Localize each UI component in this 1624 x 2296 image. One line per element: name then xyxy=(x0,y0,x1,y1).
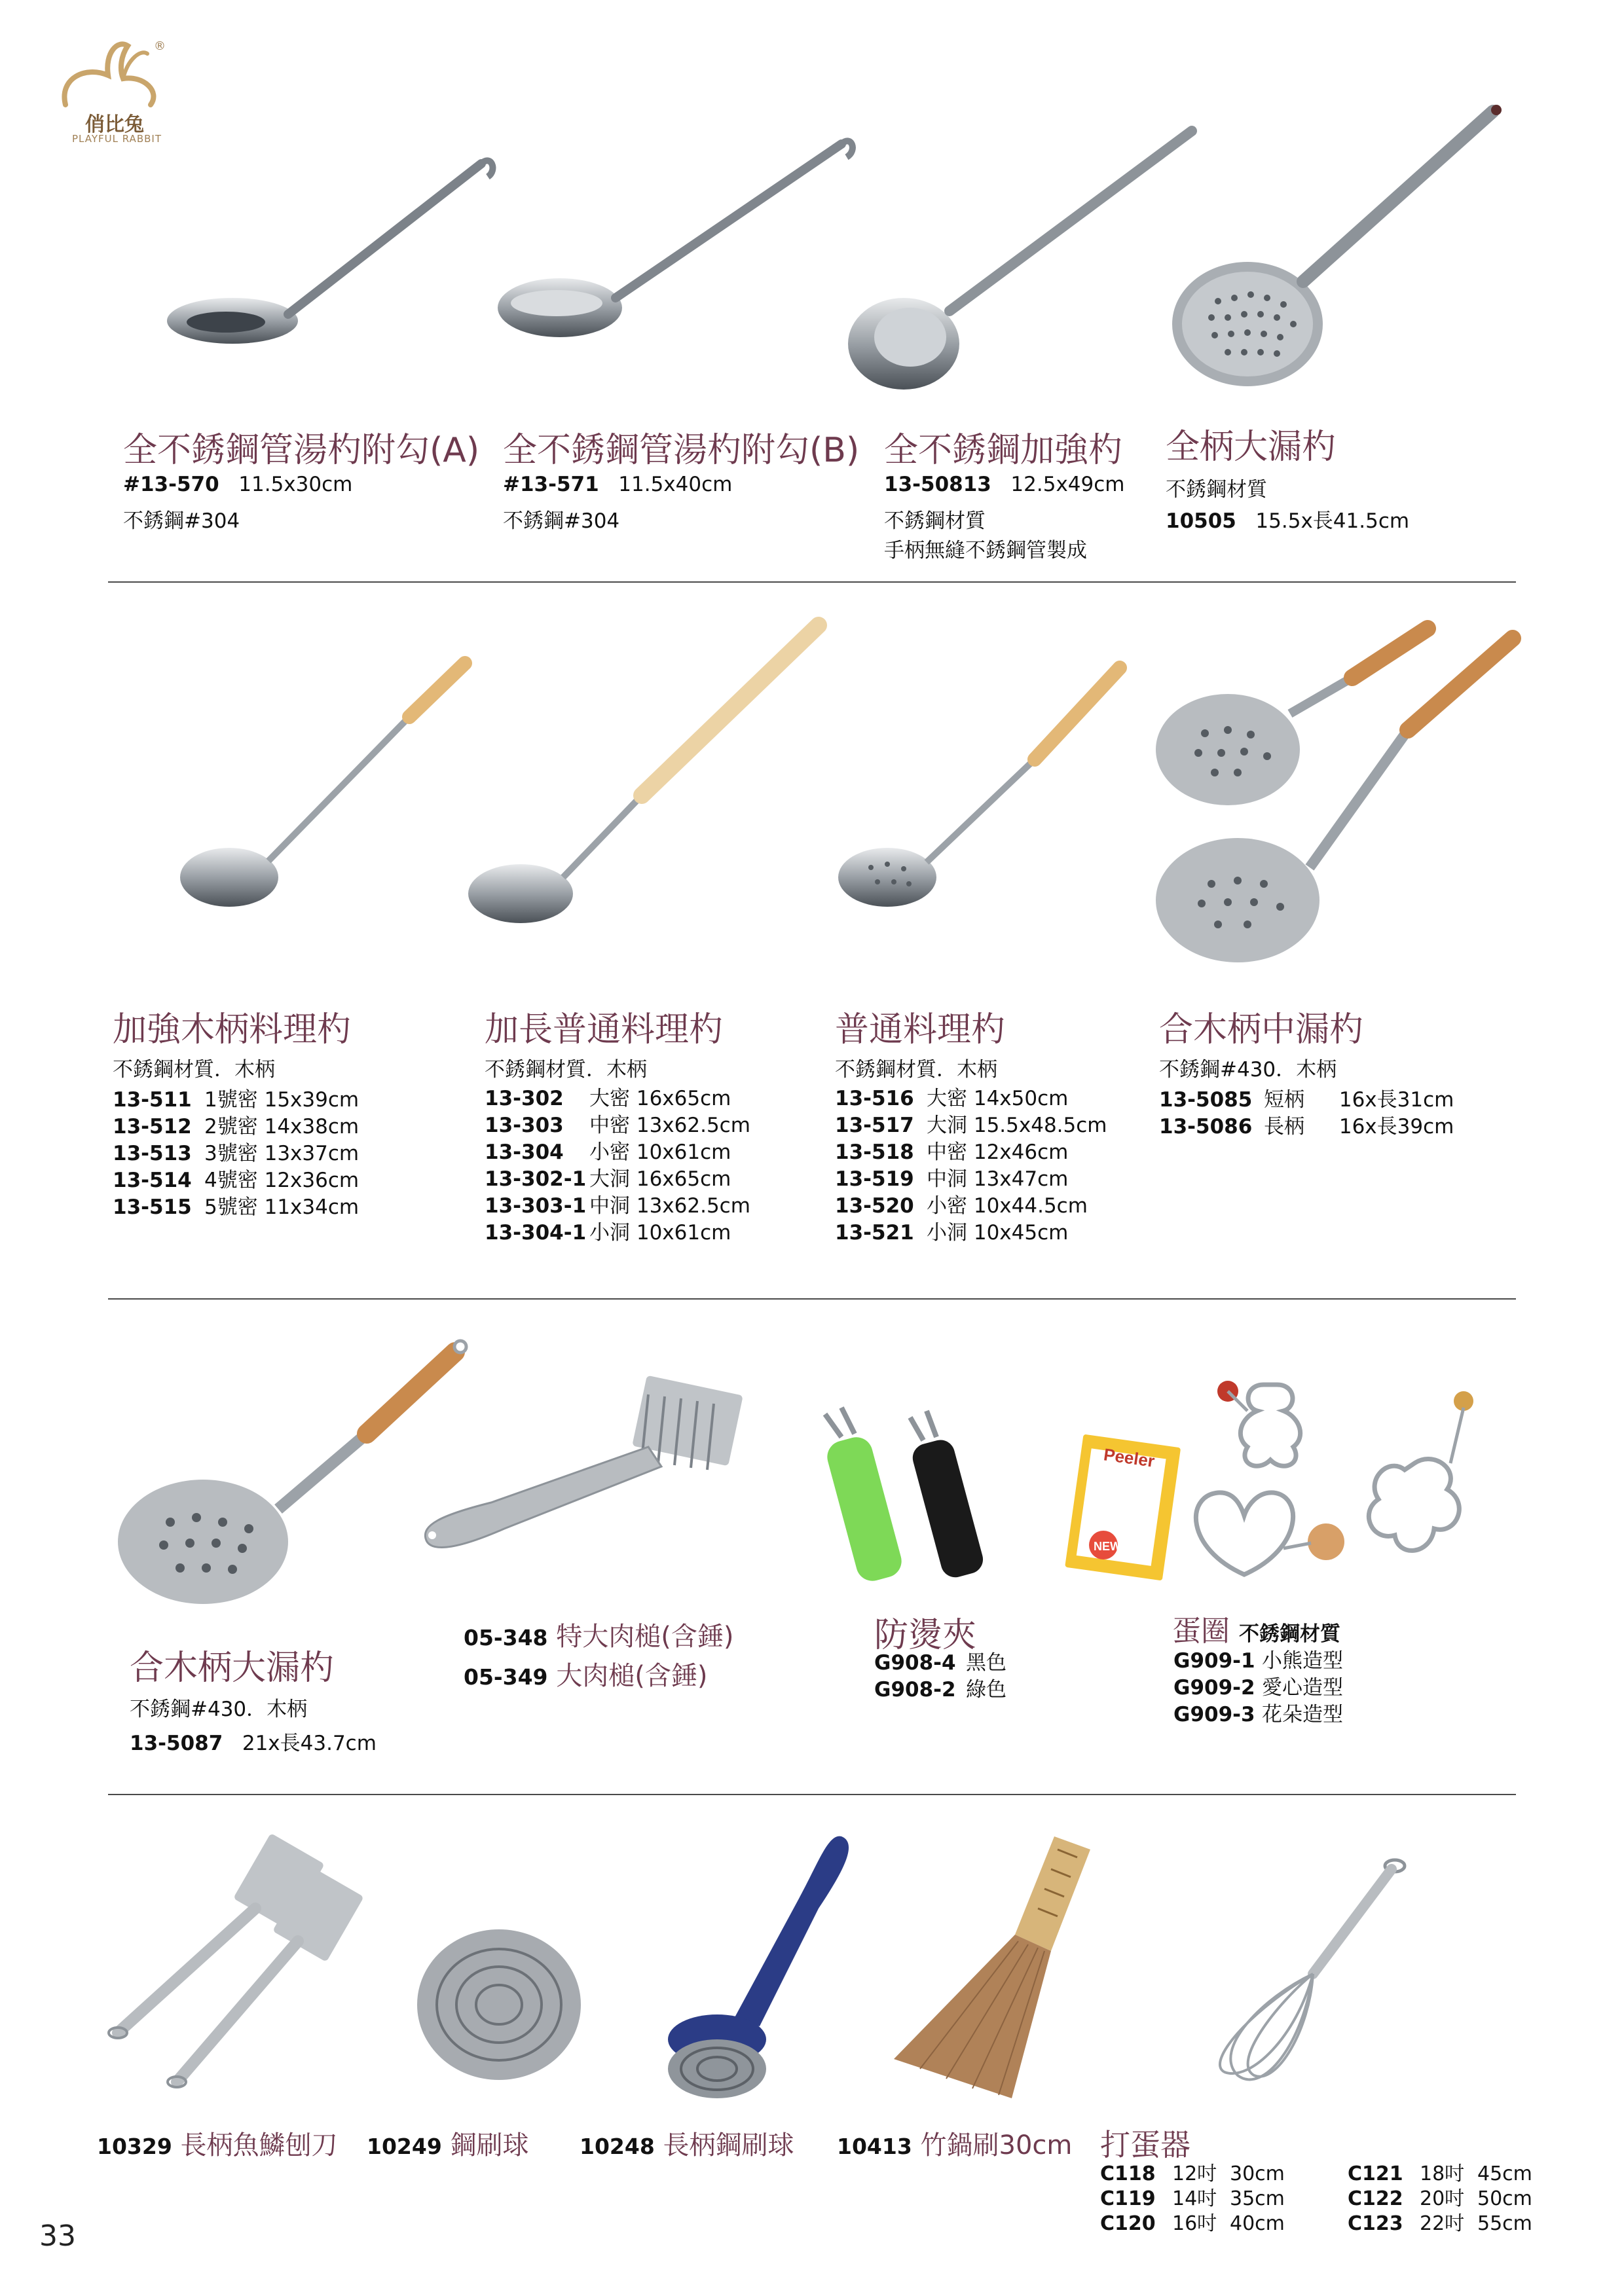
spec-row: 13-513 3號密 13x37cm xyxy=(113,1142,360,1165)
spec-list-long-ladle xyxy=(485,1085,750,1247)
reinforced-ladle-image xyxy=(838,121,1205,396)
product-code: 10505 xyxy=(1166,509,1236,533)
product-title-long-ladle: 加長普通料理杓 xyxy=(485,1010,724,1049)
soup-ladle-b-image xyxy=(501,134,855,367)
spec-row: C119 14吋 35cm C122 20吋 50cm xyxy=(1100,2187,1532,2210)
normal-ladle-image xyxy=(832,651,1133,920)
spec-list-whisk xyxy=(1100,2162,1532,2236)
product-title-whisk: 打蛋器 xyxy=(1100,2127,1190,2162)
page-number: 33 xyxy=(39,2219,76,2253)
product-size: 11.5x30cm xyxy=(238,473,353,496)
product-title-normal-ladle: 普通料理杓 xyxy=(835,1010,1006,1049)
product-size: 15.5x長41.5cm xyxy=(1255,509,1410,533)
product-note: 手柄無縫不銹鋼管製成 xyxy=(884,539,1087,562)
spec-row: 13-5085 短柄 16x長31cm xyxy=(1159,1088,1454,1112)
spec-row: 13-521 小洞 10x45cm xyxy=(835,1221,1069,1245)
product-material: 不銹鋼#304 xyxy=(123,509,240,533)
spec-row: 13-303 中密 13x62.5cm xyxy=(485,1114,750,1137)
meat-mallet-image xyxy=(413,1375,753,1571)
product-title-ladle-b: 全不銹鋼管湯杓附勾(B) xyxy=(503,431,860,470)
steel-scrubber-image xyxy=(416,1928,583,2082)
product-material: 不銹鋼材質．木柄 xyxy=(485,1058,647,1082)
fish-scaler-image xyxy=(105,1836,393,2111)
product-code: #13-571 xyxy=(503,473,599,496)
spec-row: 13-5086 長柄 16x長39cm xyxy=(1159,1115,1454,1139)
product-title-large-skimmer-wood: 合木柄大漏杓 xyxy=(130,1649,335,1688)
product-title-reinforced-ladle: 全不銹鋼加強杓 xyxy=(884,431,1123,470)
spec-row: 13-512 2號密 14x38cm xyxy=(113,1115,360,1139)
steel-scrubber-label: 10249 鋼刷球 xyxy=(367,2130,529,2160)
product-size: 21x長43.7cm xyxy=(242,1732,377,1755)
brand-subtitle: PLAYFUL RABBIT xyxy=(72,133,162,145)
spec-list-wood-ladle xyxy=(113,1087,359,1221)
spec-row: G909-1 小熊造型 xyxy=(1173,1649,1343,1673)
spec-row: 13-302 大密 16x65cm xyxy=(485,1087,731,1110)
product-material: 不銹鋼材質．木柄 xyxy=(835,1058,997,1082)
product-title-wood-ladle: 加強木柄料理杓 xyxy=(113,1010,352,1049)
medium-skimmer-image xyxy=(1153,609,1526,975)
spec-row: 13-303-1 中洞 13x62.5cm xyxy=(485,1194,750,1218)
spec-list-hot-clip xyxy=(874,1650,1006,1704)
spec-row: C118 12吋 30cm C121 18吋 45cm xyxy=(1100,2162,1532,2185)
section-divider xyxy=(108,581,1516,583)
product-material: 不銹鋼#430．木柄 xyxy=(1159,1058,1337,1082)
product-material: 不銹鋼#430．木柄 xyxy=(130,1698,308,1721)
spec-row: 13-515 5號密 11x34cm xyxy=(113,1195,360,1219)
mallet-xl-label: 05-348 特大肉槌(含錘) xyxy=(464,1622,734,1652)
mallet-l-label: 05-349 大肉槌(含錘) xyxy=(464,1661,708,1691)
spec-row: 13-520 小密 10x44.5cm xyxy=(835,1194,1088,1218)
product-size: 12.5x49cm xyxy=(1010,473,1125,496)
brand-name: 俏比兔 xyxy=(85,113,144,136)
spec-row: G909-3 花朵造型 xyxy=(1173,1703,1343,1726)
spec-row: 13-518 中密 12x46cm xyxy=(835,1140,1069,1164)
product-material: 不銹鋼材質 xyxy=(884,509,986,533)
section-divider xyxy=(108,1298,1516,1300)
spec-row: 13-517 大洞 15.5x48.5cm xyxy=(835,1114,1107,1137)
product-code: 13-50813 xyxy=(884,473,991,496)
product-title-hot-clip: 防燙夾 xyxy=(874,1616,977,1655)
spec-row: 13-514 4號密 12x36cm xyxy=(113,1169,360,1192)
product-material: 不銹鋼#304 xyxy=(503,509,620,533)
spec-row: 13-302-1 大洞 16x65cm xyxy=(485,1167,731,1191)
egg-ring-set-image xyxy=(1067,1372,1486,1594)
product-title-egg-ring: 蛋圈 xyxy=(1172,1614,1230,1648)
product-material: 不銹鋼材質 xyxy=(1166,478,1267,501)
registered-mark: ® xyxy=(154,39,166,53)
spec-list-normal-ladle xyxy=(835,1085,1107,1247)
wood-handle-ladle-image xyxy=(177,651,478,913)
large-skimmer-image xyxy=(1166,98,1526,399)
product-code: #13-570 xyxy=(123,473,219,496)
product-title-medium-skimmer: 合木柄中漏杓 xyxy=(1159,1010,1364,1049)
product-title-large-skimmer: 全柄大漏杓 xyxy=(1166,428,1337,467)
spec-row: G908-4 黑色 xyxy=(874,1651,1006,1675)
product-material: 不銹鋼材質 xyxy=(1239,1622,1340,1646)
fish-scaler-label: 10329 長柄魚鱗刨刀 xyxy=(97,2130,338,2160)
box-label: Peeler xyxy=(1102,1444,1156,1471)
spec-list-egg-ring xyxy=(1173,1648,1343,1728)
whisk-image xyxy=(1198,1853,1408,2095)
spec-row: 13-304 小密 10x61cm xyxy=(485,1140,731,1164)
long-handle-scrubber-image xyxy=(661,1830,864,2105)
spec-row: 13-519 中洞 13x47cm xyxy=(835,1167,1069,1191)
spec-row: G909-2 愛心造型 xyxy=(1173,1676,1343,1700)
spec-row: C120 16吋 40cm C123 22吋 55cm xyxy=(1100,2212,1532,2235)
spec-list-medium-skimmer xyxy=(1159,1087,1454,1140)
spec-row: 13-304-1 小洞 10x61cm xyxy=(485,1221,731,1245)
long-ladle-image xyxy=(465,612,832,926)
soup-ladle-a-image xyxy=(167,151,501,367)
bamboo-brush-label: 10413 竹鍋刷30cm xyxy=(837,2130,1073,2160)
product-code: 13-5087 xyxy=(130,1732,223,1755)
bamboo-wok-brush-image xyxy=(894,1836,1103,2111)
spec-row: 13-516 大密 14x50cm xyxy=(835,1087,1069,1110)
brand-logo xyxy=(46,39,177,151)
product-size: 11.5x40cm xyxy=(618,473,733,496)
spec-row: G908-2 綠色 xyxy=(874,1678,1006,1702)
new-badge: NEW xyxy=(1094,1540,1121,1553)
spec-row: 13-511 1號密 15x39cm xyxy=(113,1088,360,1112)
hot-plate-clip-image xyxy=(802,1401,1038,1591)
product-title-ladle-a: 全不銹鋼管湯杓附勾(A) xyxy=(123,431,480,470)
long-scrubber-label: 10248 長柄鋼刷球 xyxy=(580,2130,794,2160)
section-divider xyxy=(108,1794,1516,1795)
product-material: 不銹鋼材質．木柄 xyxy=(113,1058,275,1082)
